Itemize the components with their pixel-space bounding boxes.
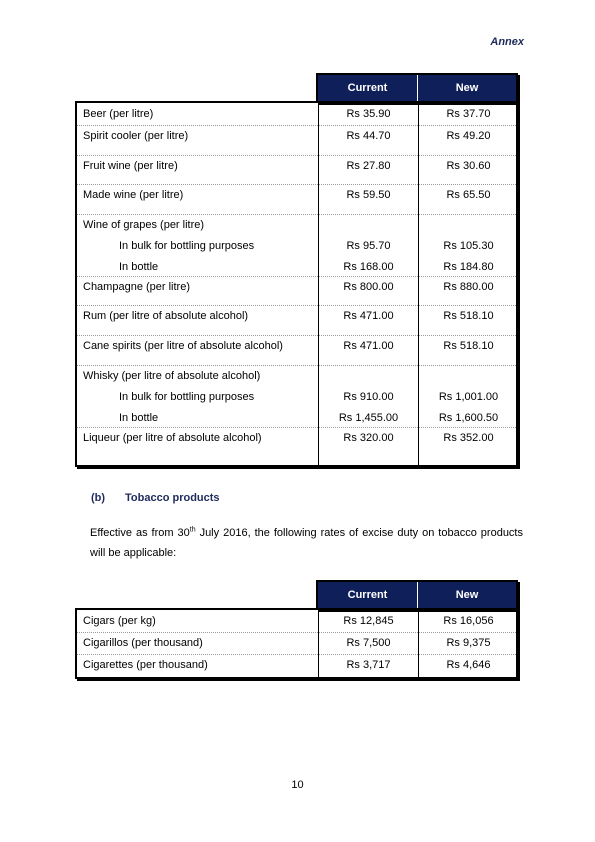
table-row xyxy=(77,214,516,277)
row-label: Cigarillos (per thousand) xyxy=(83,637,203,649)
new-rate xyxy=(419,218,518,232)
new-rate: Rs 1,600.50 xyxy=(438,412,499,424)
new-rate xyxy=(419,369,518,383)
current-rate xyxy=(319,369,418,383)
row-label: Whisky (per litre of absolute alcohol) xyxy=(83,370,261,382)
row-label: Liqueur (per litre of absolute alcohol) xyxy=(83,432,262,444)
row-label: In bulk for bottling purposes xyxy=(119,240,255,252)
row-label: Beer (per litre) xyxy=(83,108,154,120)
table1-col-current: Current xyxy=(347,82,388,94)
row-label: Rum (per litre of absolute alcohol) xyxy=(83,310,249,322)
current-rate: Rs 7,500 xyxy=(346,637,391,649)
current-rate: Rs 27.80 xyxy=(346,160,391,172)
current-rate: Rs 168.00 xyxy=(343,261,394,273)
new-rate: Rs 16,056 xyxy=(443,615,494,627)
row-label: Cigars (per kg) xyxy=(83,615,156,627)
table-row xyxy=(77,103,516,126)
new-rate: Rs 30.60 xyxy=(446,160,491,172)
table-row xyxy=(77,365,516,428)
table2-col-new: New xyxy=(455,589,479,601)
table-row xyxy=(77,632,516,655)
new-rate: Rs 184.80 xyxy=(443,261,494,273)
current-rate: Rs 471.00 xyxy=(343,340,394,352)
table-row xyxy=(77,427,516,465)
table-row xyxy=(77,335,516,366)
current-rate: Rs 59.50 xyxy=(346,189,391,201)
current-rate: Rs 471.00 xyxy=(343,310,394,322)
new-rate: Rs 880.00 xyxy=(443,281,494,293)
page-number: 10 xyxy=(291,779,304,791)
current-rate: Rs 320.00 xyxy=(343,432,394,444)
table1-header xyxy=(316,73,518,103)
row-label: Spirit cooler (per litre) xyxy=(83,130,189,142)
section-paragraph xyxy=(90,523,523,563)
row-label: In bulk for bottling purposes xyxy=(119,391,255,403)
new-rate: Rs 518.10 xyxy=(443,310,494,322)
new-rate: Rs 105.30 xyxy=(443,240,494,252)
row-label: Champagne (per litre) xyxy=(83,281,190,293)
new-rate: Rs 49.20 xyxy=(446,130,491,142)
section-title: Tobacco products xyxy=(125,492,220,504)
current-rate: Rs 44.70 xyxy=(346,130,391,142)
current-rate: Rs 12,845 xyxy=(343,615,394,627)
table2-header xyxy=(316,580,518,610)
new-rate: Rs 37.70 xyxy=(446,108,491,120)
row-label: Wine of grapes (per litre) xyxy=(83,219,205,231)
paragraph-superscript: th xyxy=(189,526,196,534)
table1-col-new: New xyxy=(455,82,479,94)
new-rate: Rs 9,375 xyxy=(446,637,491,649)
new-rate: Rs 518.10 xyxy=(443,340,494,352)
new-rate: Rs 1,001.00 xyxy=(438,391,499,403)
paragraph-text: Effective as from 30 xyxy=(90,527,190,539)
current-rate: Rs 800.00 xyxy=(343,281,394,293)
row-label: Cigarettes (per thousand) xyxy=(83,659,208,671)
section-number: (b) xyxy=(91,492,106,504)
new-rate: Rs 352.00 xyxy=(443,432,494,444)
table2-body xyxy=(75,608,518,679)
current-rate: Rs 3,717 xyxy=(346,659,391,671)
table-row xyxy=(77,654,516,677)
paragraph-text: July 2016, the following rates of excise duty on tobacco products will be applicable: xyxy=(90,527,523,559)
table-row xyxy=(77,305,516,336)
new-rate: Rs 65.50 xyxy=(446,189,491,201)
table-row xyxy=(77,610,516,633)
table-row xyxy=(77,155,516,185)
table2-col-current: Current xyxy=(347,589,388,601)
row-label: Made wine (per litre) xyxy=(83,189,184,201)
current-rate: Rs 35.90 xyxy=(346,108,391,120)
annex-label: Annex xyxy=(490,36,524,48)
row-label: In bottle xyxy=(119,412,159,424)
table-row xyxy=(77,276,516,306)
current-rate: Rs 1,455.00 xyxy=(338,412,399,424)
row-label: In bottle xyxy=(119,261,159,273)
row-label: Fruit wine (per litre) xyxy=(83,160,178,172)
row-label: Cane spirits (per litre of absolute alcohol) xyxy=(83,340,283,352)
current-rate xyxy=(319,218,418,232)
current-rate: Rs 95.70 xyxy=(346,240,391,252)
table1-body xyxy=(75,101,518,467)
table-row xyxy=(77,125,516,156)
table-row xyxy=(77,184,516,215)
new-rate: Rs 4,646 xyxy=(446,659,491,671)
current-rate: Rs 910.00 xyxy=(343,391,394,403)
